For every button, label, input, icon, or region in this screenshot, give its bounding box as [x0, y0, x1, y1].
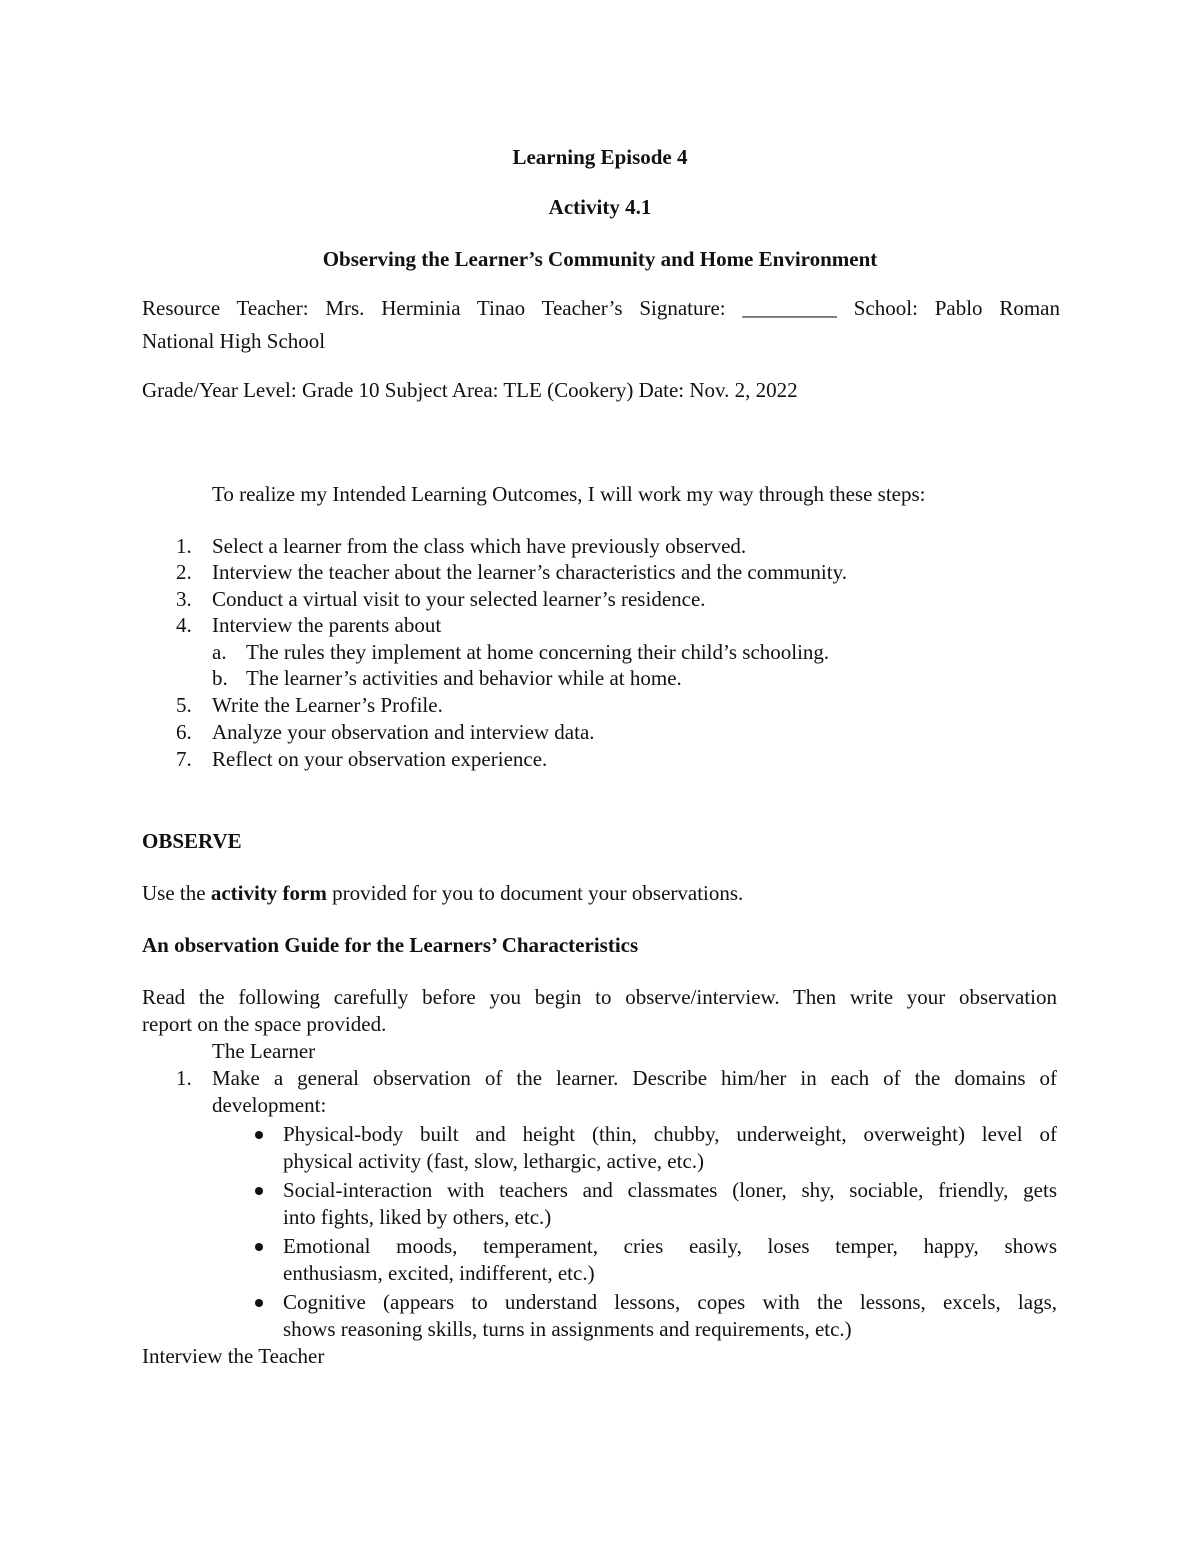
step-text: Select a learner from the class which have previously observed. [212, 534, 747, 558]
activity-title: Activity 4.1 [548, 195, 652, 219]
step-text: Analyze your observation and interview data. [212, 720, 595, 744]
read-instruction-line2: report on the space provided. [142, 1012, 387, 1036]
read-instruction-line1: Read the following carefully before you begin to observe/interview. Then write your observation [142, 985, 1057, 1009]
bullet-icon [255, 1187, 263, 1195]
substep-text: The learner’s activities and behavior while at home. [246, 666, 682, 690]
school-line: National High School [142, 329, 326, 353]
domain-physical-line2: physical activity (fast, slow, lethargic, active, etc.) [283, 1149, 705, 1173]
resource-teacher-line: Resource Teacher: Mrs. Herminia Tinao Teacher’s Signature: _________ School: Pablo Roman [142, 296, 1060, 320]
step-text: Conduct a virtual visit to your selected learner’s residence. [212, 587, 706, 611]
observation-guide-heading: An observation Guide for the Learners’ Characteristics [142, 933, 639, 957]
domain-cognitive-line2: shows reasoning skills, turns in assignments and requirements, etc.) [283, 1317, 852, 1341]
activity-form-term: activity form [210, 881, 327, 905]
step-text: Interview the teacher about the learner’s characteristics and the community. [212, 560, 847, 584]
step-number: 6. [176, 720, 192, 744]
observe-heading: OBSERVE [142, 829, 242, 853]
step-number: 1. [176, 534, 192, 558]
step-text: Reflect on your observation experience. [212, 747, 548, 771]
interview-teacher-heading: Interview the Teacher [142, 1344, 325, 1368]
domain-physical-line1: Physical-body built and height (thin, chubby, underweight, overweight) level of [283, 1122, 1057, 1146]
substep-text: The rules they implement at home concerning their child’s schooling. [246, 640, 830, 664]
domain-emotional-line2: enthusiasm, excited, indifferent, etc.) [283, 1261, 595, 1285]
grade-subject-date-line: Grade/Year Level: Grade 10 Subject Area: TLE (Cookery) Date: Nov. 2, 2022 [142, 378, 798, 402]
domain-cognitive-line1: Cognitive (appears to understand lessons, copes with the lessons, excels, lags, [283, 1290, 1057, 1314]
learner-label: The Learner [212, 1039, 316, 1063]
bullet-icon [255, 1131, 263, 1139]
domain-social-line1: Social-interaction with teachers and classmates (loner, shy, sociable, friendly, gets [283, 1178, 1057, 1202]
document-title: Observing the Learner’s Community and Home Environment [322, 247, 878, 271]
bullet-icon [255, 1299, 263, 1307]
domain-social-line2: into fights, liked by others, etc.) [283, 1205, 552, 1229]
activity-form-instruction [142, 880, 1062, 906]
bullet-icon [255, 1243, 263, 1251]
steps-intro: To realize my Intended Learning Outcomes, I will work my way through these steps: [212, 482, 926, 506]
observation-item-line1: Make a general observation of the learner. Describe him/her in each of the domains of [212, 1066, 1057, 1090]
substep-letter: b. [212, 666, 228, 690]
domain-emotional-line1: Emotional moods, temperament, cries easily, loses temper, happy, shows [283, 1234, 1057, 1258]
episode-title: Learning Episode 4 [512, 145, 688, 169]
instruction-prefix: Use the [142, 881, 211, 905]
observation-item-line2: development: [212, 1093, 327, 1117]
step-number: 7. [176, 747, 192, 771]
step-number: 3. [176, 587, 192, 611]
step-number: 4. [176, 613, 192, 637]
substep-letter: a. [212, 640, 227, 664]
instruction-suffix: provided for you to document your observations. [326, 881, 744, 905]
step-number: 2. [176, 560, 192, 584]
step-number: 5. [176, 693, 192, 717]
observation-item-number: 1. [176, 1066, 192, 1090]
step-text: Interview the parents about [212, 613, 442, 637]
step-text: Write the Learner’s Profile. [212, 693, 443, 717]
